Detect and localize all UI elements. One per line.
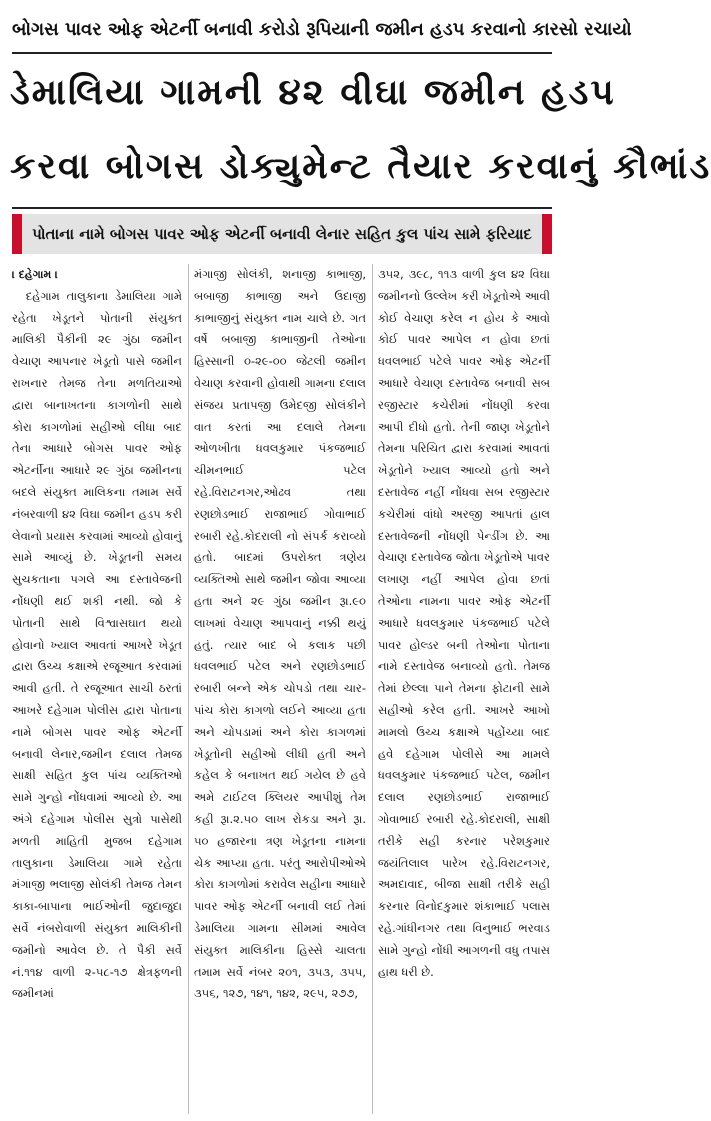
column-1-text: દહેગામ તાલુકાના ડેમાલિયા ગામે રહેતા ખેડૂતને પોતાની સંયુક્ત માલિકી પૈકીની ૨૯ ગુંઠા જમીન વેચાણ આપનાર ખેડૂતો પાસે જમીન રાખનાર તેમજ તેના મળતિયાઓ દ્વારા બાનાખતના કાગળોની સાથે કોરા કાગળોમાં સહીઓ લીધા બાદ તેના આધારે બોગસ પાવર ઓફ એટર્નીના આધારે ૨૯ ગુંઠા જમીનના બદલે સંયુક્ત માલિકના તમામ સર્વે નંબરવાળી ૪૨ વિઘા જમીન હડપ કરી લેવાનો પ્રયાસ કરવામાં આવ્યો હોવાનું સામે આવ્યું છે. ખેડૂતની સમય સુચકતાના પગલે આ દસ્તાવેજની નોંધણી થઈ શકી નથી. જો કે પોતાની સાથે વિશ્વાસઘાત થયો હોવાનો ખ્યાલ આવતાં આખરે ખેડૂત દ્વારા ઉચ્ચ કક્ષાએ રજૂઆત કરવામાં આવી હતી. તે રજૂઆત સાચી ઠરતાં આખરે દહેગામ પોલીસ દ્વારા પોતાના નામે બોગસ પાવર ઓફ એટર્ની બનાવી લેનાર,જમીન દલાલ તેમજ સાક્ષી સહિત કુલ પાંચ વ્યક્તિઓ સામે ગુન્હો નોંધવામાં આવ્યો છે. આ અંગે દહેગામ પોલીસ સુત્રો પાસેથી મળતી માહિતી મુજબ દહેગામ તાલુકાના ડેમાલિયા ગામે રહેતા મંગાજી ભલાજી સોલંકી તેમજ તેમન કાકા-બાપાના ભાઈઓની જુદાજુદા સર્વે નંબરોવાળી સંયુક્ત માલિકીની જમીનો આવેલ છે. તે પૈકી સર્વે નં.૧૧૪ વાળી ૨-૫૮-૧૭ ક્ષેત્રફળની જમીનમાં — [12, 288, 182, 1001]
column-divider — [188, 264, 189, 1114]
headline-line-1: ડેમાલિયા ગામની ૪૨ વીઘા જમીન હડપ — [10, 72, 616, 113]
article-column-1 — [12, 264, 182, 1114]
kicker-headline: બોગસ પાવર ઓફ એટર્ની બનાવી કરોડો રૂપિયાની જમીન હડપ કરવાનો કારસો રચાયો — [12, 19, 632, 40]
top-rule — [12, 52, 552, 54]
column-divider — [372, 264, 373, 1114]
dateline: । દહેગામ । — [12, 268, 58, 281]
headline-line-2: કરવા બોગસ ડોક્યુમેન્ટ તૈયાર કરવાનું કૌભાંડ — [10, 146, 711, 187]
article-column-3 — [378, 264, 550, 1114]
subheadline-bar: પોતાના નામે બોગસ પાવર ઓફ એટર્ની બનાવી લેનાર સહિત કુલ પાંચ સામે ફરિયાદ — [12, 214, 552, 254]
column-3-text: ૩૫૨, ૩૯૮, ૧૧૩ વાળી કુલ ૪૨ વિઘા જમીનનો ઉલ્લેખ કરી ખેડૂતોએ આવી કોઈ વેચાણ કરેલ ન હોય કે આવો કોઈ પાવર આપેલ ન હોવા છતાં ધવલભાઈ પટેલે પાવર ઓફ એટર્ની આધારે વેચાણ દસ્તાવેજ બનાવી સબ રજીસ્ટાર કચેરીમાં નોંધણી કરવા આપી દીધો હતો. તેની જાણ ખેડૂતોને તેમના પરિચિત દ્વારા કરવામાં આવતાં ખેડૂતોને ખ્યાલ આવ્યો હતો અને દસ્તાવેજ નહીં નોંધવા સબ રજીસ્ટાર કચેરીમાં વાંધો અરજી આપતાં હાલ દસ્તાવેજની નોંધણી પેન્ડીંગ છે. આ વેચાણ દસ્તાવેજ જોતા ખેડૂતોએ પાવર લખાણ નહીં આપેલ હોવા છતાં તેઓના નામના પાવર ઓફ એટર્ની આધારે ધવલકુમાર પંકજભાઈ પટેલે પાવર હોલ્ડર બની તેઓના પોતાના નામે દસ્તાવેજ બનાવ્યો હતો. તેમજ તેમાં છેલ્લા પાને તેમના ફોટાની સામે સહીઓ કરેલ હતી. આખરે આખો મામલો ઉચ્ચ કક્ષાએ પહોંચ્યા બાદ હવે દહેગામ પોલીસે આ મામલે ધવલકુમાર પંકજભાઈ પટેલ, જમીન દલાલ રણછોડભાઈ રાજાભાઈ ગોવાભાઈ રબારી રહે.કોદરાલી, સાક્ષી તરીકે સહી કરનાર પરેશકુમાર જયંતિલાલ પારેખ રહે.વિરાટનગર, અમદાવાદ, બીજા સાક્ષી તરીકે સહી કરનાર વિનોદકુમાર શંકાભાઈ પલાસ રહે.ગાંધીનગર તથા વિનુભાઈ ભરવાડ સામે ગુન્હો નોંધી આગળની વધુ તપાસ હાથ ધરી છે. — [378, 267, 550, 979]
column-2-text: મંગાજી સોલંકી, શનાજી કાભાજી, બબાજી કાભાજી અને ઉદાજી કાભાજીનું સંયુક્ત નામ ચાલે છે. ગત વર્ષે બબાજી કાભાજીની તેઓના હિસ્સાની ૦-૨૯-૦૦ જેટલી જમીન વેચાણ કરવાની હોવાથી ગામના દલાલ સંજય પ્રતાપજી ઉમેદજી સોલંકીને વાત કરતાં આ દલાલે તેમના ઓળખીતા ધવલકુમાર પંકજભાઈ ચીમનભાઈ પટેલ રહે.વિરાટનગર,ઓઢવ તથા રણછોડભાઈ રાજાભાઈ ગોવાભાઈ રબારી રહે.કોદરાલી નો સંપર્ક કરાવ્યો હતો. બાદમાં ઉપરોક્ત ત્રણેય વ્યક્તિઓ સાથે જમીન જોવા આવ્યા હતા અને ૨૯ ગુંઠા જમીન રૂા.૯૦ લાખમાં વેચાણ આપવાનું નક્કી થયું હતું. ત્યાર બાદ બે કલાક પછી ધવલભાઈ પટેલ અને રણછોડભાઈ રબારી બન્ને એક ચોપડો તથા ચાર-પાંચ કોરા કાગળો લઈને આવ્યા હતા અને ચોપડામાં અને કોરા કાગળમાં ખેડૂતોની સહીઓ લીધી હતી અને કહેલ કે બનાખત થઈ ગયેલ છે હવે અમે ટાઈટલ ક્લિયર આપીશું તેમ કહી રૂા.૨.૫૦ લાખ રોકડા અને રૂા. ૫૦ હજારના ત્રણ ખેડૂતના નામના ચેક આપ્યા હતા. પરંતુ આરોપીઓએ કોરા કાગળોમાં કરાવેલ સહીના આધારે પાવર ઓફ એટર્ની બનાવી લઈ તેમાં ડેમાલિયા ગામના સીમમાં આવેલ સંયુક્ત માલિકીના હિસ્સે ચાલતા તમામ સર્વે નંબર ૨૦૧, ૩૫૩, ૩૫૫, ૩૫૬, ૧૨૭, ૧૪૧, ૧૪૨, ૨૯૫, ૨૭૭, — [194, 267, 366, 1001]
headline-rule — [12, 207, 552, 209]
article-column-2 — [194, 264, 366, 1114]
